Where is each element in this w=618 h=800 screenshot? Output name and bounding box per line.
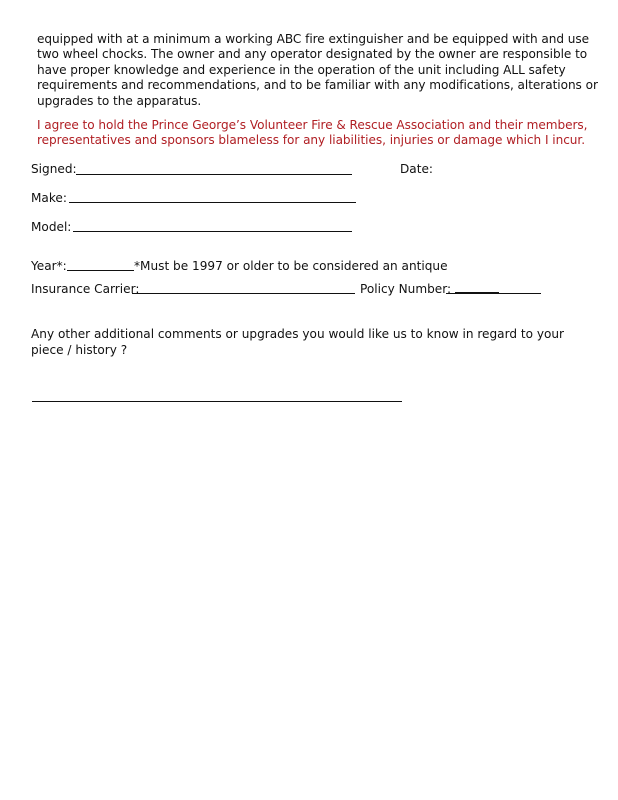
signed-label: Signed: [31,162,77,176]
year-note: *Must be 1997 or older to be considered an antique [134,259,448,273]
model-row [31,219,71,235]
year-field[interactable] [67,270,134,271]
date-row [400,161,433,177]
policy-row [360,281,451,297]
date-label: Date: [400,162,433,176]
policy-number-underline-accent [455,292,499,293]
year-note-row [134,258,448,274]
make-field[interactable] [69,202,356,203]
agreement-statement: I agree to hold the Prince George’s Volunteer Fire & Rescue Association and their members, representatives and sponsors blameless for any liabilities, injuries or damage which I incur. [37,118,588,148]
insurance-row [31,281,139,297]
insurance-carrier-label: Insurance Carrier: [31,282,140,296]
signed-field[interactable] [76,174,352,175]
year-row [31,258,67,274]
model-label: Model: [31,220,72,234]
policy-number-label: Policy Number: [360,282,452,296]
signed-row [31,161,77,177]
model-field[interactable] [73,231,352,232]
comments-prompt: Any other additional comments or upgrades you would like us to know in regard to your piece / history ? [31,327,565,357]
make-label: Make: [31,191,67,205]
insurance-carrier-field[interactable] [132,293,355,294]
make-row [31,190,67,206]
policy-number-field[interactable] [446,293,541,294]
year-label: Year*: [31,259,67,273]
liability-paragraph: equipped with at a minimum a working ABC fire extinguisher and be equipped with and use two wheel chocks. The owner and any operator designated by the owner are responsible to have proper knowledge and experience in the operation of the unit including ALL safety requirements and recommendations, and to be familiar with any modifications, alterations or upgrades to the apparatus. [37,32,598,108]
comments-field[interactable] [32,401,402,402]
